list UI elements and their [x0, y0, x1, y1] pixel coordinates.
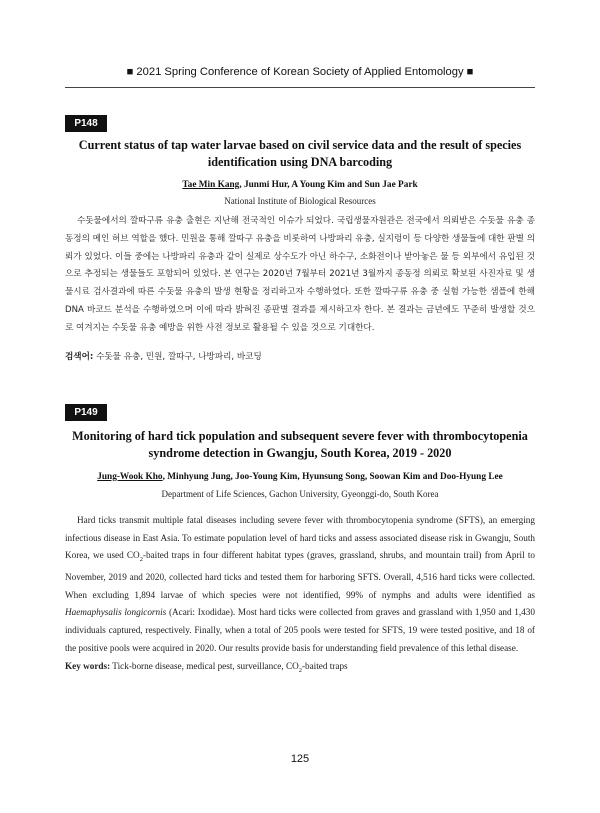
keywords-value: Tick-borne disease, medical pest, surveillance, CO	[110, 661, 299, 671]
abstract-body: 수돗물에서의 깔따구류 유충 출현은 지난해 전국적인 이슈가 되었다. 국립생물자원관은 전국에서 의뢰받은 수돗물 유충 종동정의 메인 허브 역할을 했다. 민원을 통해 깔따구 유충을 비롯하여 나방파리 유충, 실지렁이 등 다양한 생물들에 대한 판별 의뢰가 있었다. 이들 중에는 나방파리 유충과 같이 실제로 상수도가 아닌 하수구, 소화전이나 받아놓은 물 등 외부에서 유입된 것으로 추정되는 생물들도 포함되어 있었다. 본 연구는 2020년 7월부터 2021년 3월까지 종동정 의뢰로 확보된 사진자료 및 생물시료 검사결과에 따른 수돗물 유충의 발생 현황을 정리하고자 수행하였다. 또한 깔따구류 유충 중 실험 가능한 샘플에 한해 DNA 바코드 분석을 수행하였으며 이에 따라 밝혀진 종판별 결과를 제시하고자 한다. 본 결과는 금년에도 꾸준히 발생할 것으로 여겨지는 수돗물 유충 예방을 위한 사전 정보로 활용될 수 있을 것으로 기대한다.	[65, 216, 535, 333]
abstract-id-badge: P149	[65, 404, 107, 421]
header-rule	[65, 87, 535, 88]
abstract-id-badge: P148	[65, 115, 107, 132]
subscript: 2	[139, 556, 143, 564]
keywords-label: 검색어:	[65, 352, 94, 362]
species-name: Haemaphysalis longicornis	[65, 607, 167, 618]
presenting-author: Jung-Wook Kho	[97, 472, 163, 482]
affiliation: Department of Life Sciences, Gachon University, Gyeonggi-do, South Korea	[161, 489, 439, 499]
keywords	[65, 661, 535, 674]
keywords	[65, 350, 535, 362]
title-line: identification using DNA barcoding	[207, 155, 393, 169]
title-line: syndrome detection in Gwangju, South Korea, 2019 - 2020	[148, 446, 452, 460]
conference-header: ■ 2021 Spring Conference of Korean Society of Applied Entomology ■	[126, 66, 474, 78]
body-text: -baited traps in four different habitat types (graves, grassland, shrubs, and mountain trail) from April to November, 2019 and 2020, collected hard ticks and tested them for harboring SFTS. Overall, 4,516 hard ticks were collected. When excluding 1,894 larvae of which species were not identified, 99% of nymphs and adults were identified as	[65, 550, 536, 600]
page-number: 125	[290, 753, 310, 765]
affiliation: National Institute of Biological Resources	[224, 196, 376, 206]
title-line: Monitoring of hard tick population and subsequent severe fever with thrombocytopenia	[72, 429, 528, 443]
body-text: Hard ticks transmit multiple fatal diseases including severe fever with thrombocytopenia syndrome (SFTS), an emerging infectious disease in East Asia. To estimate population level of hard ticks and assess associated disease risk in Gwangju, South Korea, we used CO	[65, 515, 535, 561]
keywords-value: 수돗물 유충, 민원, 깔따구, 나방파리, 바코딩	[93, 352, 262, 362]
author-list	[65, 472, 535, 482]
co-authors: , Minhyung Jung, Joo-Young Kim, Hyunsung Song, Soowan Kim and Doo-Hyung Lee	[162, 472, 503, 482]
presenting-author: Tae Min Kang	[182, 180, 240, 190]
body-text: (Acari: Ixodidae). Most hard ticks were collected from graves and grassland with 1,950 and 1,430 individuals captured, respectively. Finally, when a total of 205 pools were tested for SFTS, 19 were tested positive, and 18 of the positive pools were acquired in 2020. Our results provide basis for understanding field prevalence of this lethal disease.	[65, 607, 535, 653]
keywords-label: Key words:	[65, 661, 111, 671]
abstract-title	[65, 137, 535, 171]
author-list	[65, 180, 535, 190]
keywords-value: -baited traps	[301, 661, 348, 671]
abstract-body	[65, 512, 535, 657]
co-authors: , Junmi Hur, A Young Kim and Sun Jae Park	[239, 180, 418, 190]
abstract-title	[65, 428, 535, 462]
subscript: 2	[298, 666, 302, 674]
title-line: Current status of tap water larvae based on civil service data and the result of species	[78, 138, 522, 152]
